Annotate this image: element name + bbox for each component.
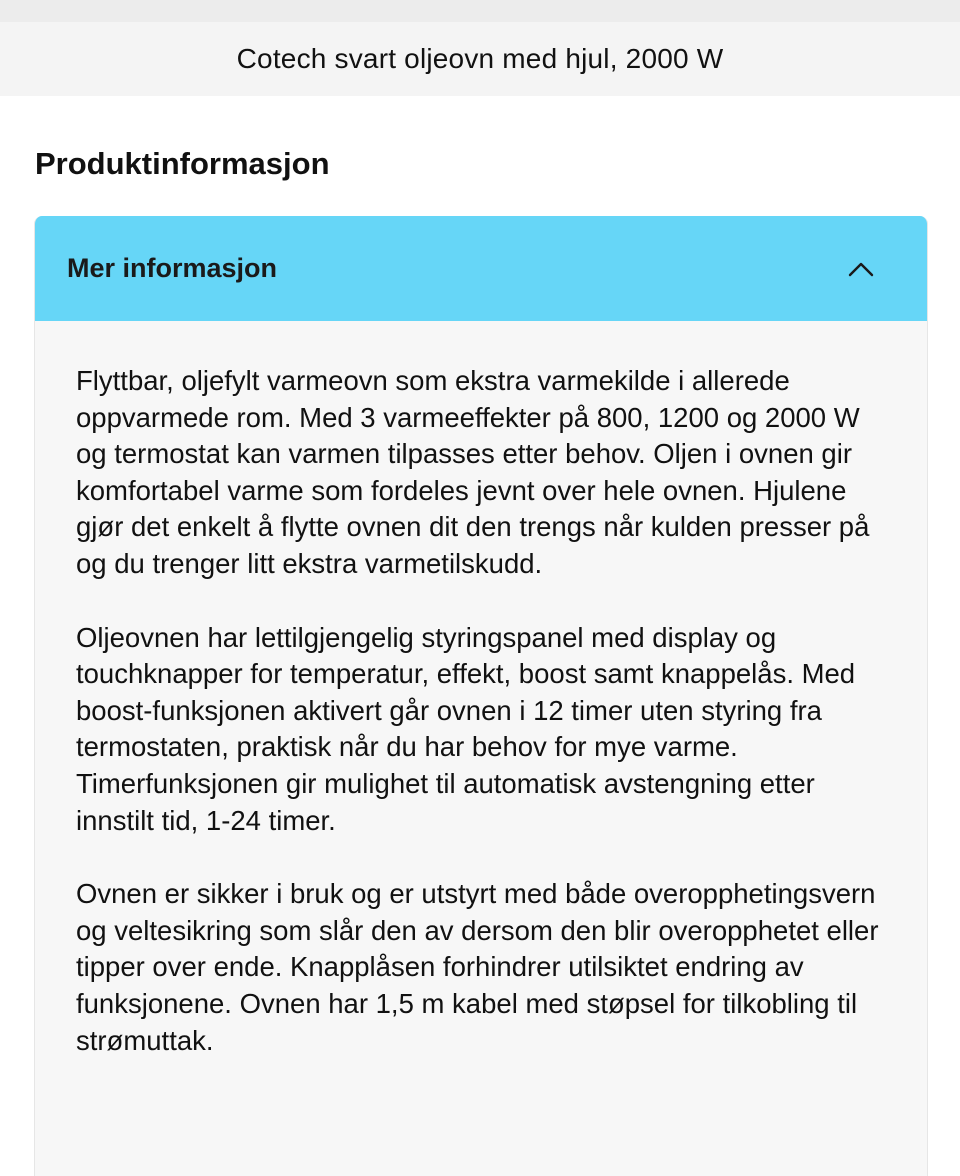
top-bar <box>0 22 960 96</box>
accordion-header-label: Mer informasjon <box>67 253 278 283</box>
status-strip <box>0 0 960 22</box>
accordion-body <box>35 321 927 1059</box>
description-paragraph: Ovnen er sikker i bruk og er utstyrt med både overopphetingsvern og veltesikring som slår den av dersom den blir overopphetet eller tipper over ende. Knapplåsen forhindrer utilsiktet endring av funksjonene. Ovnen har 1,5 m kabel med støpsel for tilkobling til strømuttak. <box>76 878 879 1056</box>
product-title: Cotech svart oljeovn med hjul, 2000 W <box>236 43 724 74</box>
more-info-accordion <box>34 216 928 1176</box>
description-paragraph: Oljeovnen har lettilgjengelig styringspanel med display og touchknapper for temperatur, effekt, boost samt knappelås. Med boost-funksjonen aktivert går ovnen i 12 timer uten styring fra termostaten, praktisk når du har behov for mye varme. Timerfunksjonen gir mulighet til automatisk avstengning etter innstilt tid, 1-24 timer. <box>76 621 856 836</box>
chevron-up-icon[interactable] <box>847 259 875 279</box>
description-paragraph: Flyttbar, oljefylt varmeovn som ekstra varmekilde i allerede oppvarmede rom. Med 3 varmeeffekter på 800, 1200 og 2000 W og termostat kan varmen tilpasses etter behov. Oljen i ovnen gir komfortabel varme som fordeles jevnt over hele ovnen. Hjulene gjør det enkelt å flytte ovnen dit den trengs når kulden presser på og du trenger litt ekstra varmetilskudd. <box>76 365 870 579</box>
accordion-header[interactable] <box>35 216 927 321</box>
section-title: Produktinformasjon <box>35 146 330 181</box>
